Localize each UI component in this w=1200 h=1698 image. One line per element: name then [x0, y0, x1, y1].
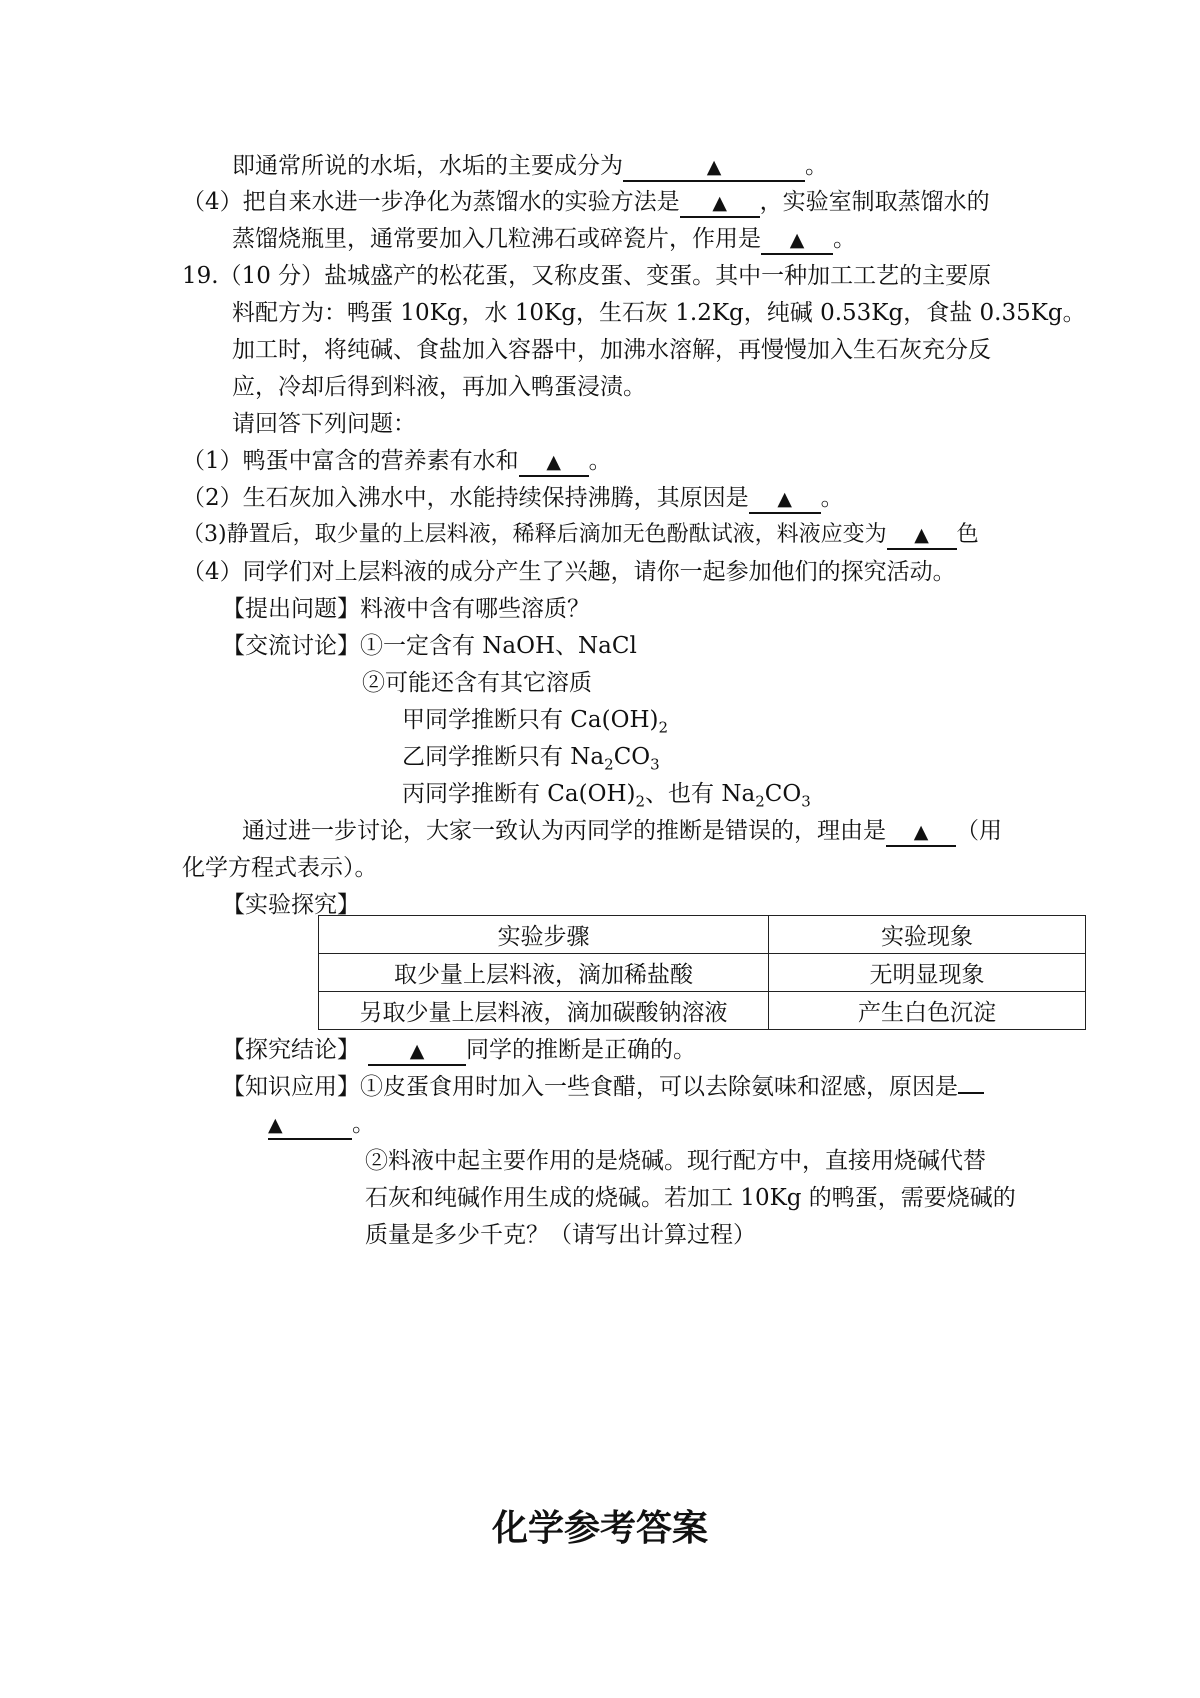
q19-intro-line-1: 19.（10 分）盐城盛产的松花蛋，又称皮蛋、变蛋。其中一种加工工艺的主要原 [182, 263, 992, 289]
discussion [222, 631, 637, 661]
application-item-2-line-1: ②料液中起主要作用的是烧碱。现行配方中，直接用烧碱代替 [365, 1148, 986, 1174]
table-header-row [319, 916, 1086, 954]
q19-part3-text: （3)静置后，取少量的上层料液，稀释后滴加无色酚酞试液，料液应变为 [182, 522, 887, 547]
table-cell: 产生白色沉淀 [769, 992, 1086, 1030]
q19-part1 [182, 446, 612, 477]
application-item-2-line-2: 石灰和纯碱作用生成的烧碱。若加工 10Kg 的鸭蛋，需要烧碱的 [365, 1185, 1016, 1211]
conclusion-text: 同学的推断是正确的。 [466, 1037, 696, 1063]
formula-part: CO [613, 744, 651, 770]
triangle-icon: ▲ [789, 229, 805, 251]
discussion-item-1: ①一定含有 NaOH、NaCl [360, 633, 637, 659]
answer-blank[interactable] [886, 818, 956, 847]
triangle-icon: ▲ [914, 524, 929, 546]
section-label: 【交流讨论】 [222, 633, 360, 659]
table-header-cell: 实验现象 [769, 916, 1086, 954]
student-bing [402, 779, 811, 809]
reason-line [242, 816, 1002, 847]
student-jia [402, 705, 668, 735]
raise-question [222, 594, 590, 624]
answer-blank[interactable] [749, 485, 821, 514]
q18-line1-end: 。 [805, 153, 828, 179]
q19-part4: （4）同学们对上层料液的成分产生了兴趣，请你一起参加他们的探究活动。 [182, 559, 956, 585]
application-item-1: ①皮蛋食用时加入一些食醋，可以去除氨味和涩感，原因是 [360, 1074, 958, 1100]
q19-intro-line-4: 应，冷却后得到料液，再加入鸭蛋浸渍。 [232, 374, 646, 400]
q19-part1-end: 。 [588, 448, 612, 474]
q19-part2-end: 。 [820, 485, 844, 511]
application-item-1-end: 。 [352, 1111, 375, 1137]
application-blank-line [268, 1109, 375, 1140]
reason-line-2: 化学方程式表示）。 [182, 855, 378, 881]
answer-blank[interactable] [368, 1037, 466, 1066]
conclusion [222, 1035, 696, 1066]
table-row [319, 954, 1086, 992]
student-jia-text: 甲同学推断只有 Ca(OH) [402, 707, 659, 733]
q19-prompt: 请回答下列问题： [232, 411, 416, 437]
knowledge-application [222, 1072, 984, 1102]
q18-part4-text: （4）把自来水进一步净化为蒸馏水的实验方法是 [182, 189, 680, 215]
student-yi-text: 乙同学推断只有 Na [402, 744, 605, 770]
section-label: 【知识应用】 [222, 1074, 360, 1100]
table-header-cell: 实验步骤 [319, 916, 769, 954]
subscript: 3 [801, 792, 811, 811]
experiment-label: 【实验探究】 [222, 892, 360, 918]
triangle-icon: ▲ [409, 1040, 425, 1062]
student-yi [402, 742, 660, 772]
section-label: 【提出问题】 [222, 596, 360, 622]
reason-text: 通过进一步讨论，大家一致认为丙同学的推断是错误的，理由是 [242, 818, 886, 844]
q18-part4-mid: ，实验室制取蒸馏水的 [759, 189, 990, 215]
subscript: 2 [635, 792, 646, 811]
answer-blank[interactable] [887, 522, 957, 550]
section-text: 料液中含有哪些溶质？ [360, 596, 590, 622]
q18-part4-line1 [182, 187, 990, 218]
q18-line1 [232, 151, 828, 182]
subscript: 2 [604, 755, 614, 774]
answer-blank[interactable] [680, 189, 760, 218]
q18-part4-line2-end: 。 [833, 226, 856, 252]
subscript: 3 [650, 755, 660, 774]
triangle-icon: ▲ [913, 821, 929, 843]
q19-part3-end: 色 [956, 522, 979, 547]
triangle-icon: ▲ [546, 451, 561, 473]
application-item-2-line-3: 质量是多少千克？（请写出计算过程） [365, 1222, 756, 1248]
q18-part4-line2-text: 蒸馏烧瓶里，通常要加入几粒沸石或碎瓷片，作用是 [232, 226, 761, 252]
answer-title: 化学参考答案 [491, 1507, 708, 1549]
table-row [319, 992, 1086, 1030]
subscript: 2 [755, 792, 765, 811]
q18-part4-line2 [232, 224, 856, 255]
q19-part1-text: （1）鸭蛋中富含的营养素有水和 [182, 448, 519, 474]
triangle-icon: ▲ [706, 156, 722, 178]
table-cell: 无明显现象 [769, 954, 1086, 992]
discussion-item-2: ②可能还含有其它溶质 [362, 670, 592, 696]
q19-intro-line-2: 料配方为：鸭蛋 10Kg，水 10Kg，生石灰 1.2Kg，纯碱 0.53Kg，食盐 0.35Kg。 [232, 300, 1086, 326]
q19-part2 [182, 483, 844, 514]
answer-blank[interactable] [268, 1111, 352, 1140]
table-cell: 取少量上层料液，滴加稀盐酸 [319, 954, 769, 992]
subscript: 2 [658, 718, 669, 737]
section-label: 【探究结论】 [222, 1037, 360, 1063]
q19-intro-line-3: 加工时，将纯碱、食盐加入容器中，加沸水溶解，再慢慢加入生石灰充分反 [232, 337, 991, 363]
triangle-icon: ▲ [777, 488, 792, 510]
reason-end: （用 [956, 818, 1002, 844]
formula-part: 、也有 Na [645, 781, 756, 807]
triangle-icon: ▲ [268, 1114, 283, 1136]
answer-blank[interactable] [623, 153, 805, 182]
experiment-table [318, 915, 1086, 1030]
q19-part3 [182, 520, 979, 550]
student-bing-text: 丙同学推断有 Ca(OH) [402, 781, 636, 807]
triangle-icon: ▲ [712, 192, 727, 214]
answer-blank[interactable] [519, 448, 589, 477]
answer-blank-start[interactable] [958, 1092, 984, 1094]
q19-part2-text: （2）生石灰加入沸水中，水能持续保持沸腾，其原因是 [182, 485, 749, 511]
answer-blank[interactable] [761, 226, 833, 255]
formula-part: CO [764, 781, 802, 807]
table-cell: 另取少量上层料液，滴加碳酸钠溶液 [319, 992, 769, 1030]
q18-line1-text: 即通常所说的水垢，水垢的主要成分为 [232, 153, 623, 179]
